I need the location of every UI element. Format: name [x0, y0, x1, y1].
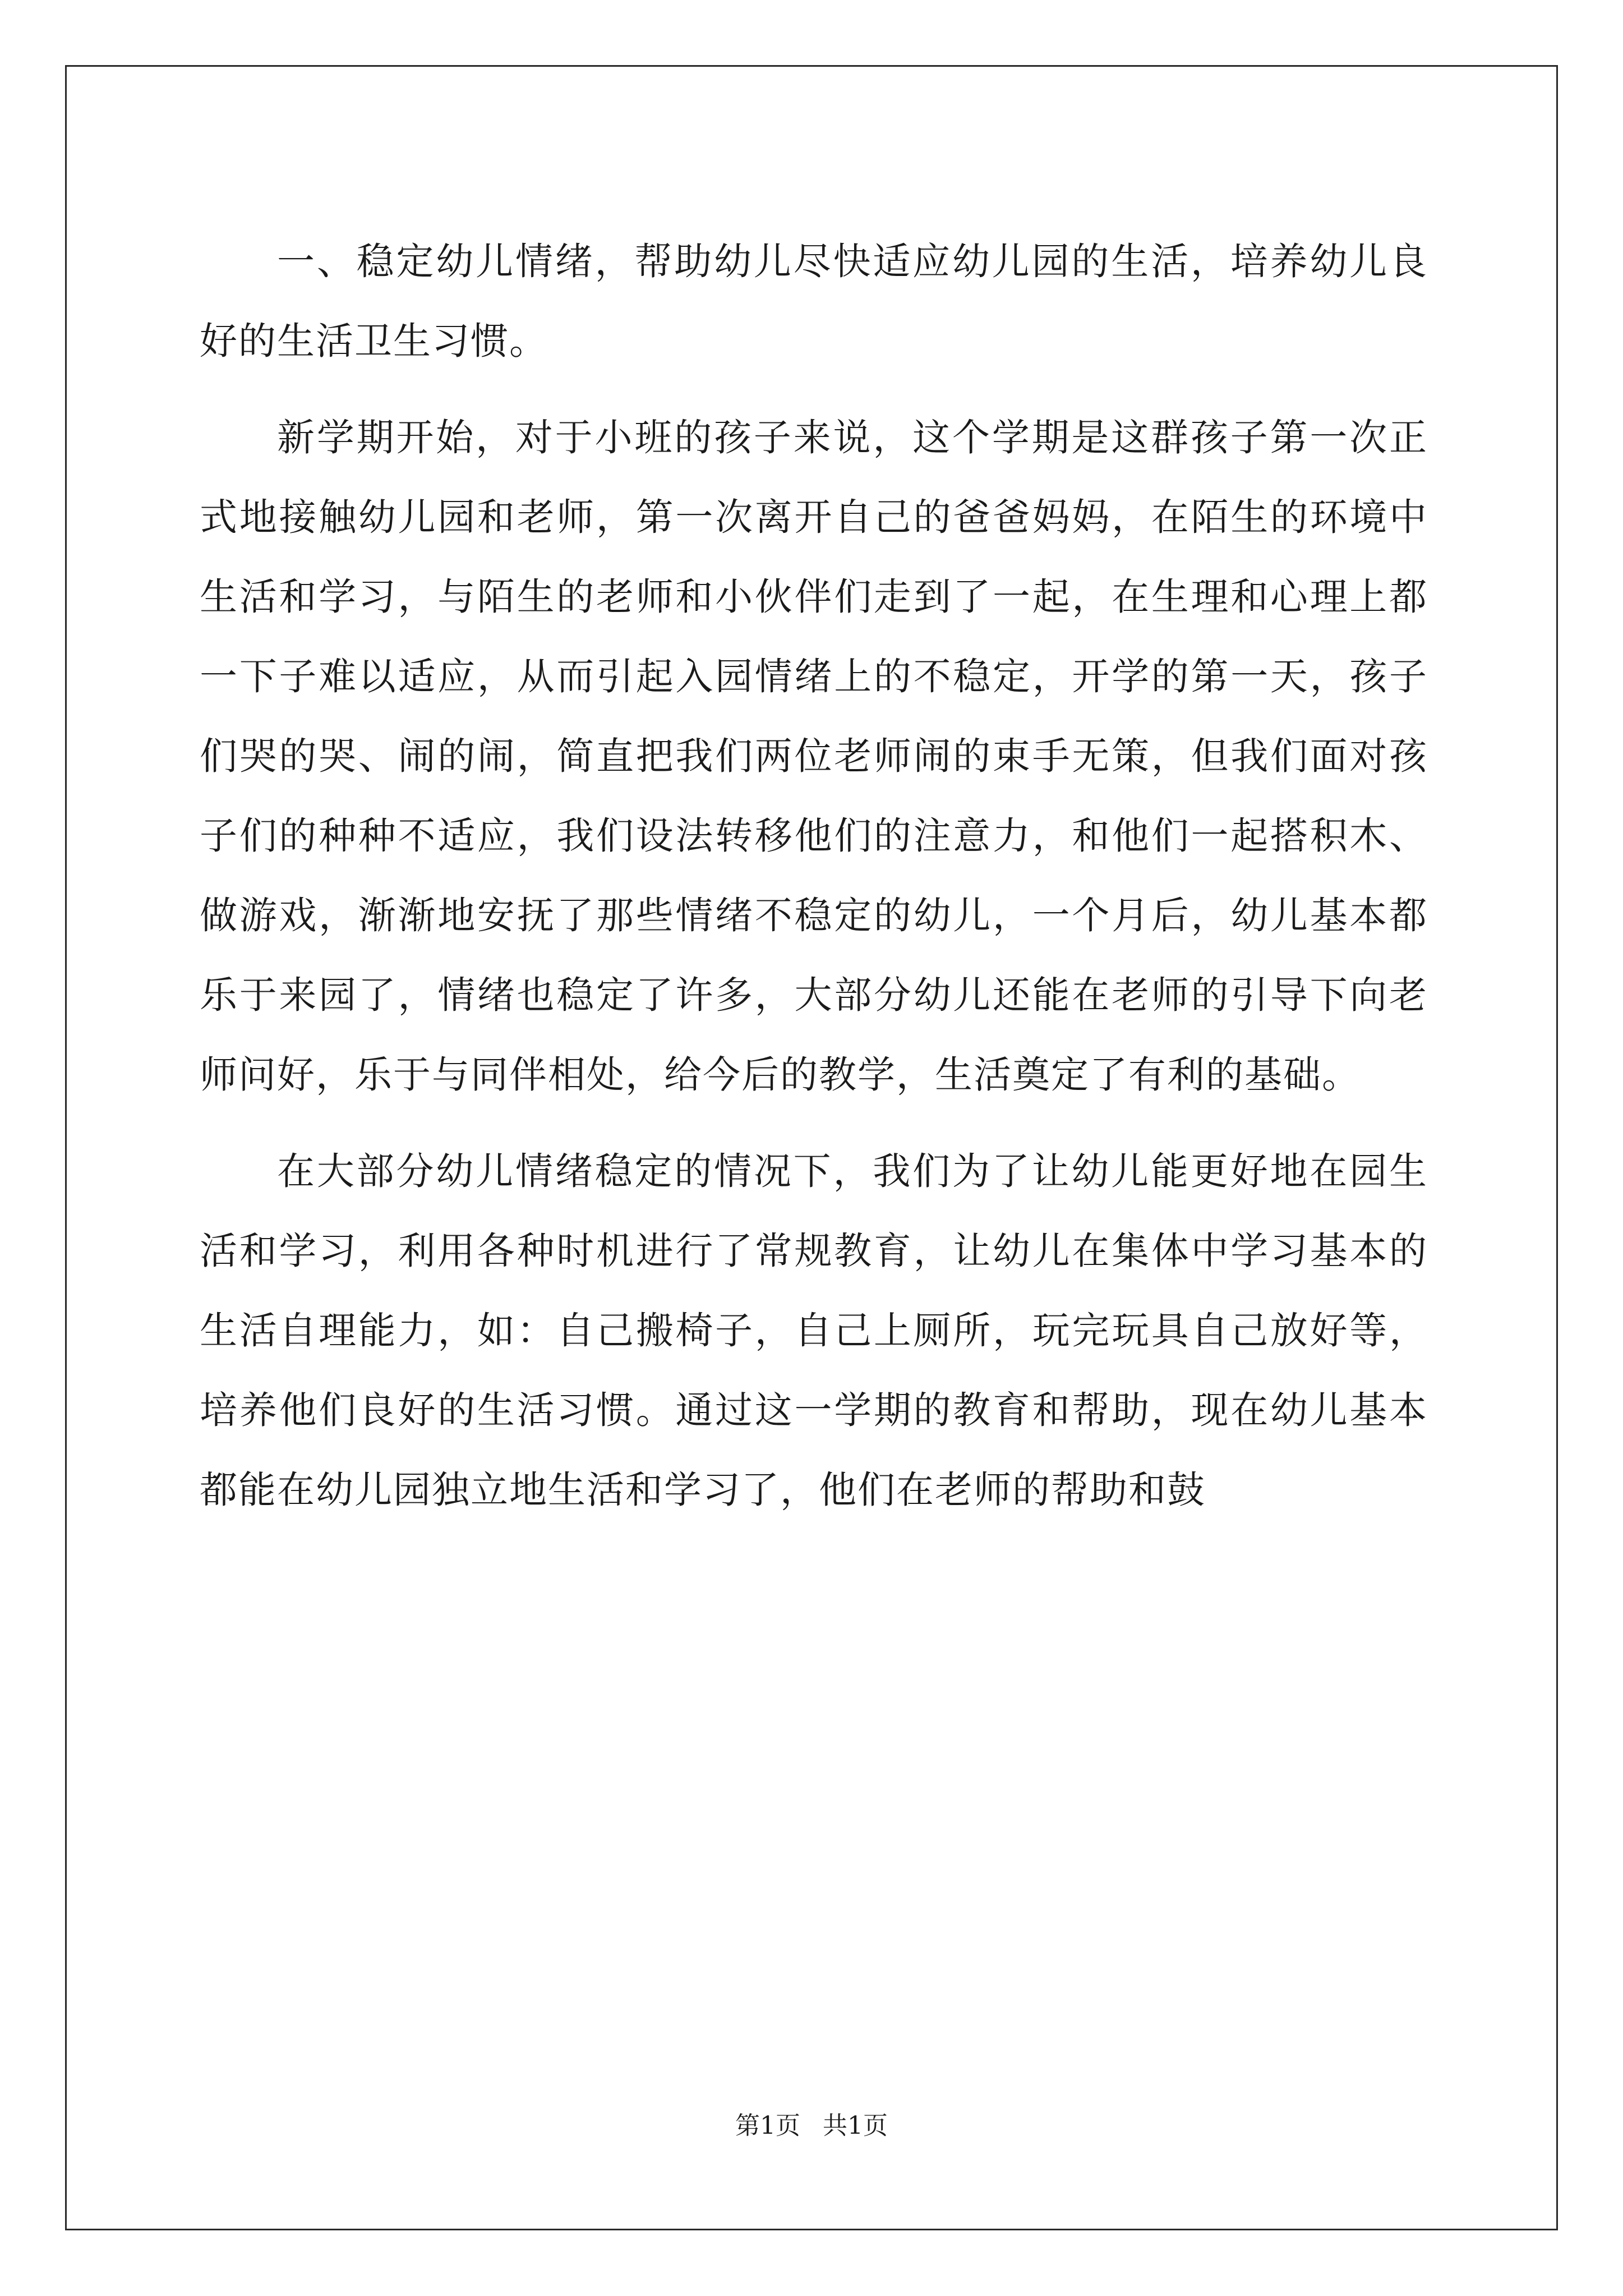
document-body [200, 222, 1428, 1547]
page-footer [0, 2109, 1623, 2143]
paragraph-1: 一、稳定幼儿情绪，帮助幼儿尽快适应幼儿园的生活，培养幼儿良好的生活卫生习惯。 [200, 240, 1428, 363]
page-total: 共1页 [823, 2111, 888, 2140]
paragraph-3: 在大部分幼儿情绪稳定的情况下，我们为了让幼儿能更好地在园生活和学习，利用各种时机进行了常规教育，让幼儿在集体中学习基本的生活自理能力，如：自己搬椅子，自己上厕所，玩完玩具自己放好等，培养他们良好的生活习惯。通过这一学期的教育和帮助，现在幼儿基本都能在幼儿园独立地生活和学习了，他们在老师的帮助和鼓 [200, 1149, 1428, 1512]
paragraph-2: 新学期开始，对于小班的孩子来说，这个学期是这群孩子第一次正式地接触幼儿园和老师，第一次离开自己的爸爸妈妈，在陌生的环境中生活和学习，与陌生的老师和小伙伴们走到了一起，在生理和心理上都一下子难以适应，从而引起入园情绪上的不稳定，开学的第一天，孩子们哭的哭、闹的闹，简直把我们两位老师闹的束手无策，但我们面对孩子们的种种不适应，我们设法转移他们的注意力，和他们一起搭积木、做游戏，渐渐地安抚了那些情绪不稳定的幼儿，一个月后，幼儿基本都乐于来园了，情绪也稳定了许多，大部分幼儿还能在老师的引导下向老师问好，乐于与同伴相处，给今后的教学，生活奠定了有利的基础。 [200, 416, 1428, 1097]
page-number: 第1页 [735, 2111, 800, 2140]
